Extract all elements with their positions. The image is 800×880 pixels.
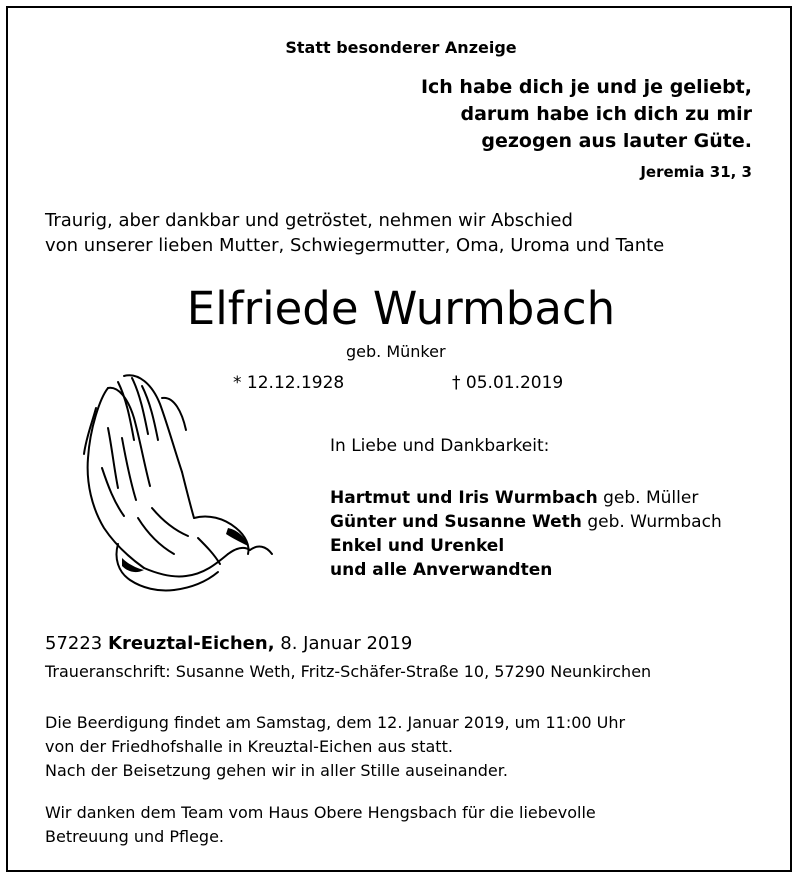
list-item	[330, 486, 722, 510]
list-item	[330, 510, 722, 534]
notice-header: Statt besonderer Anzeige	[285, 38, 517, 57]
city-name: Kreuztal-Eichen,	[108, 633, 275, 654]
list-item	[330, 534, 722, 558]
place-date-line	[45, 633, 412, 654]
deceased-name: Elfriede Wurmbach	[186, 282, 616, 335]
family-name: Enkel und Urenkel	[330, 536, 505, 556]
zip-code: 57223	[45, 633, 103, 654]
thanks-line: Betreuung und Pflege.	[45, 827, 225, 846]
mourners-intro: In Liebe und Dankbarkeit:	[330, 436, 550, 456]
bible-quote	[421, 74, 752, 155]
family-name: Günter und Susanne Weth	[330, 512, 582, 532]
intro-line: von unserer lieben Mutter, Schwiegermutter, Oma, Uroma und Tante	[45, 235, 665, 256]
funeral-line: Nach der Beisetzung gehen wir in aller Stille auseinander.	[45, 761, 508, 780]
intro-text	[45, 208, 664, 258]
death-date: † 05.01.2019	[452, 373, 564, 393]
quote-line: gezogen aus lauter Güte.	[481, 130, 752, 152]
family-name: Hartmut und Iris Wurmbach	[330, 488, 598, 508]
family-name: und alle Anverwandten	[330, 560, 553, 580]
thanks-text	[45, 801, 596, 849]
family-suffix: geb. Müller	[603, 488, 699, 508]
funeral-line: Die Beerdigung findet am Samstag, dem 12. Januar 2019, um 11:00 Uhr	[45, 713, 626, 732]
funeral-line: von der Friedhofshalle in Kreuztal-Eichen aus statt.	[45, 737, 453, 756]
family-suffix: geb. Wurmbach	[587, 512, 722, 532]
list-item	[330, 558, 722, 582]
birth-name: geb. Münker	[346, 342, 446, 361]
mourners-list	[330, 486, 722, 582]
quote-line: darum habe ich dich zu mir	[460, 103, 752, 125]
thanks-line: Wir danken dem Team vom Haus Obere Hengsbach für die liebevolle	[45, 803, 596, 822]
quote-line: Ich habe dich je und je geliebt,	[420, 76, 752, 98]
birth-date: * 12.12.1928	[233, 373, 345, 393]
intro-line: Traurig, aber dankbar und getröstet, nehmen wir Abschied	[45, 210, 573, 231]
obituary-notice	[6, 6, 792, 872]
funeral-info	[45, 711, 625, 783]
praying-hands-icon	[78, 368, 278, 598]
notice-date: 8. Januar 2019	[280, 633, 413, 654]
mourning-address: Traueranschrift: Susanne Weth, Fritz-Schäfer-Straße 10, 57290 Neunkirchen	[45, 662, 652, 681]
quote-reference: Jeremia 31, 3	[640, 163, 752, 181]
